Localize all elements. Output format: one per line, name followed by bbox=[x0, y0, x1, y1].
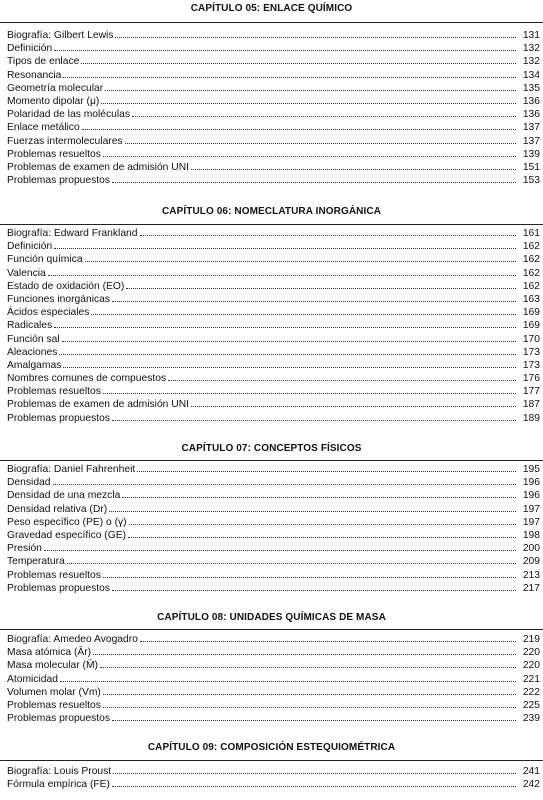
dot-leader bbox=[62, 332, 516, 342]
entry-title: Masa molecular (M̄) bbox=[7, 660, 98, 672]
chapter-divider bbox=[0, 224, 543, 225]
entry-page-number: 136 bbox=[522, 95, 540, 107]
toc-entry bbox=[0, 541, 543, 554]
chapter-title: CAPÍTULO 08: UNIDADES QUÍMICAS DE MASA bbox=[157, 612, 386, 623]
toc-entry bbox=[0, 384, 543, 397]
toc-entry bbox=[0, 81, 543, 94]
entry-title: Biografía: Amedeo Avogadro bbox=[7, 634, 138, 645]
toc-entry bbox=[0, 239, 543, 252]
dot-leader bbox=[128, 528, 516, 538]
dot-leader bbox=[103, 568, 516, 578]
dot-leader bbox=[112, 173, 516, 183]
dot-leader bbox=[100, 658, 516, 668]
entry-title: Ácidos especiales bbox=[7, 307, 90, 319]
entry-title: Enlace metálico bbox=[7, 122, 80, 134]
chapter-08-entries bbox=[0, 632, 543, 724]
entry-page-number: 221 bbox=[522, 673, 540, 685]
entry-title: Definición bbox=[7, 43, 53, 55]
entry-title: Estado de oxidación (EO) bbox=[7, 280, 125, 292]
entry-title: Polaridad de las moléculas bbox=[7, 109, 131, 121]
entry-page-number: 219 bbox=[522, 634, 540, 645]
toc-entry bbox=[0, 332, 543, 345]
entry-page-number: 163 bbox=[522, 293, 540, 305]
entry-title: Geometría molecular bbox=[7, 82, 104, 94]
toc-entry bbox=[0, 173, 543, 186]
toc-entry bbox=[0, 554, 543, 567]
entry-title: Problemas resueltos bbox=[7, 699, 101, 711]
toc-entry bbox=[0, 68, 543, 81]
dot-leader bbox=[54, 239, 516, 249]
toc-entry bbox=[0, 411, 543, 424]
entry-page-number: 173 bbox=[522, 359, 540, 371]
dot-leader bbox=[53, 475, 516, 485]
entry-page-number: 153 bbox=[522, 175, 540, 187]
entry-page-number: 162 bbox=[522, 267, 540, 279]
dot-leader bbox=[126, 279, 516, 289]
entry-page-number: 169 bbox=[522, 307, 540, 319]
entry-page-number: 162 bbox=[522, 254, 540, 266]
entry-title: Función sal bbox=[7, 333, 60, 345]
dot-leader bbox=[54, 41, 516, 51]
toc-entry bbox=[0, 134, 543, 147]
toc-entry bbox=[0, 107, 543, 120]
entry-page-number: 177 bbox=[522, 386, 540, 398]
chapter-title: CAPÍTULO 09: COMPOSICIÓN ESTEQUIOMÉTRICA bbox=[147, 742, 396, 753]
entry-page-number: 197 bbox=[522, 516, 540, 528]
entry-title: Problemas de examen de admisión UNI bbox=[7, 161, 190, 173]
entry-title: Aleaciones bbox=[7, 346, 58, 358]
toc-entry bbox=[0, 698, 543, 711]
chapter-05-entries bbox=[0, 28, 543, 186]
dot-leader bbox=[85, 252, 516, 262]
entry-page-number: 225 bbox=[522, 699, 540, 711]
entry-title: Funciones inorgánicas bbox=[7, 293, 111, 305]
entry-page-number: 136 bbox=[522, 109, 540, 121]
entry-page-number: 241 bbox=[522, 766, 540, 777]
dot-leader bbox=[140, 226, 517, 236]
toc-entry bbox=[0, 711, 543, 724]
dot-leader bbox=[82, 120, 516, 130]
entry-page-number: 200 bbox=[522, 543, 540, 555]
dot-leader bbox=[63, 358, 516, 368]
entry-title: Problemas propuestos bbox=[7, 713, 111, 725]
toc-entry bbox=[0, 252, 543, 265]
entry-page-number: 198 bbox=[522, 529, 540, 541]
toc-entry bbox=[0, 632, 543, 645]
entry-title: Definición bbox=[7, 241, 53, 253]
dot-leader bbox=[54, 318, 516, 328]
toc-entry bbox=[0, 120, 543, 133]
entry-page-number: 187 bbox=[522, 399, 540, 411]
entry-title: Biografía: Louis Proust bbox=[7, 766, 112, 777]
entry-title: Masa atómica (Ār) bbox=[7, 647, 92, 659]
dot-leader bbox=[109, 502, 516, 512]
dot-leader bbox=[191, 397, 516, 407]
entry-page-number: 222 bbox=[522, 686, 540, 698]
dot-leader bbox=[112, 581, 516, 591]
entry-title: Problemas propuestos bbox=[7, 582, 111, 594]
entry-title: Radicales bbox=[7, 320, 53, 332]
dot-leader bbox=[63, 68, 516, 78]
dot-leader bbox=[140, 632, 516, 642]
entry-title: Densidad relativa (Dr) bbox=[7, 503, 108, 515]
dot-leader bbox=[191, 160, 516, 170]
entry-page-number: 242 bbox=[522, 779, 540, 791]
dot-leader bbox=[132, 107, 516, 117]
toc-entry bbox=[0, 147, 543, 160]
chapter-09 bbox=[0, 741, 543, 755]
entry-title: Peso específico (PE) o (γ) bbox=[7, 516, 127, 528]
toc-entry bbox=[0, 292, 543, 305]
entry-title: Densidad de una mezcla bbox=[7, 490, 121, 502]
entry-title: Volumen molar (Vm) bbox=[7, 686, 101, 698]
dot-leader bbox=[44, 541, 516, 551]
dot-leader bbox=[112, 777, 516, 787]
chapter-05 bbox=[0, 2, 543, 16]
toc-entry bbox=[0, 266, 543, 279]
entry-title: Nombres comunes de compuestos bbox=[7, 373, 167, 385]
dot-leader bbox=[67, 554, 516, 564]
toc-entry bbox=[0, 777, 543, 790]
chapter-07-entries bbox=[0, 462, 543, 594]
chapter-06-entries bbox=[0, 226, 543, 424]
chapter-09-entries bbox=[0, 764, 543, 790]
entry-page-number: 220 bbox=[522, 647, 540, 659]
chapter-divider bbox=[0, 22, 543, 23]
toc-entry bbox=[0, 41, 543, 54]
entry-page-number: 195 bbox=[522, 464, 540, 475]
entry-page-number: 209 bbox=[522, 556, 540, 568]
entry-page-number: 151 bbox=[522, 161, 540, 173]
entry-page-number: 132 bbox=[522, 43, 540, 55]
dot-leader bbox=[112, 411, 516, 421]
dot-leader bbox=[137, 462, 516, 472]
toc-entry bbox=[0, 397, 543, 410]
toc-entry bbox=[0, 764, 543, 777]
toc-entry bbox=[0, 279, 543, 292]
entry-title: Fórmula empírica (FE) bbox=[7, 779, 110, 791]
entry-title: Problemas propuestos bbox=[7, 175, 111, 187]
dot-leader bbox=[103, 147, 516, 157]
entry-page-number: 135 bbox=[522, 82, 540, 94]
entry-title: Problemas resueltos bbox=[7, 386, 101, 398]
chapter-divider bbox=[0, 460, 543, 461]
dot-leader bbox=[112, 292, 516, 302]
toc-entry bbox=[0, 226, 543, 239]
entry-title: Biografía: Edward Frankland bbox=[7, 228, 138, 239]
entry-page-number: 131 bbox=[522, 30, 540, 41]
entry-page-number: 220 bbox=[522, 660, 540, 672]
dot-leader bbox=[91, 305, 516, 315]
entry-title: Densidad bbox=[7, 477, 51, 489]
entry-page-number: 132 bbox=[522, 56, 540, 68]
dot-leader bbox=[105, 81, 516, 91]
entry-page-number: 176 bbox=[522, 373, 540, 385]
toc-entry bbox=[0, 305, 543, 318]
entry-page-number: 173 bbox=[522, 346, 540, 358]
dot-leader bbox=[81, 54, 516, 64]
entry-title: Momento dipolar (μ) bbox=[7, 95, 100, 107]
toc-entry bbox=[0, 488, 543, 501]
entry-title: Gravedad específico (GE) bbox=[7, 529, 127, 541]
chapter-title: CAPÍTULO 07: CONCEPTOS FÍSICOS bbox=[181, 443, 362, 454]
dot-leader bbox=[168, 371, 516, 381]
entry-page-number: 196 bbox=[522, 477, 540, 489]
toc-entry bbox=[0, 54, 543, 67]
dot-leader bbox=[122, 488, 516, 498]
chapter-06 bbox=[0, 205, 543, 219]
entry-title: Resonancia bbox=[7, 69, 62, 81]
chapter-divider bbox=[0, 760, 543, 761]
dot-leader bbox=[101, 94, 516, 104]
toc-entry bbox=[0, 160, 543, 173]
toc-entry bbox=[0, 568, 543, 581]
toc-entry bbox=[0, 515, 543, 528]
dot-leader bbox=[113, 764, 516, 774]
entry-page-number: 169 bbox=[522, 320, 540, 332]
chapter-title: CAPÍTULO 06: NOMECLATURA INORGÁNICA bbox=[161, 206, 382, 217]
entry-page-number: 189 bbox=[522, 412, 540, 424]
dot-leader bbox=[115, 28, 516, 38]
entry-title: Fuerzas intermoleculares bbox=[7, 135, 123, 147]
toc-entry bbox=[0, 345, 543, 358]
entry-title: Amalgamas bbox=[7, 359, 62, 371]
chapter-title: CAPÍTULO 05: ENLACE QUÍMICO bbox=[190, 3, 353, 14]
entry-title: Problemas propuestos bbox=[7, 412, 111, 424]
entry-page-number: 197 bbox=[522, 503, 540, 515]
entry-title: Problemas de examen de admisión UNI bbox=[7, 399, 190, 411]
dot-leader bbox=[60, 672, 516, 682]
toc-entry bbox=[0, 358, 543, 371]
dot-leader bbox=[103, 685, 516, 695]
entry-title: Función química bbox=[7, 254, 83, 266]
entry-page-number: 137 bbox=[522, 135, 540, 147]
dot-leader bbox=[125, 134, 516, 144]
dot-leader bbox=[129, 515, 516, 525]
toc-entry bbox=[0, 475, 543, 488]
entry-page-number: 162 bbox=[522, 280, 540, 292]
entry-page-number: 170 bbox=[522, 333, 540, 345]
toc-entry bbox=[0, 658, 543, 671]
dot-leader bbox=[59, 345, 516, 355]
entry-title: Valencia bbox=[7, 267, 46, 279]
entry-page-number: 217 bbox=[522, 582, 540, 594]
dot-leader bbox=[103, 384, 516, 394]
toc-entry bbox=[0, 502, 543, 515]
entry-title: Problemas resueltos bbox=[7, 569, 101, 581]
toc-entry bbox=[0, 94, 543, 107]
dot-leader bbox=[93, 645, 516, 655]
chapter-divider bbox=[0, 629, 543, 630]
chapter-07 bbox=[0, 442, 543, 456]
entry-page-number: 213 bbox=[522, 569, 540, 581]
entry-title: Temperatura bbox=[7, 556, 65, 568]
entry-page-number: 196 bbox=[522, 490, 540, 502]
entry-title: Biografía: Gilbert Lewis bbox=[7, 30, 114, 41]
entry-page-number: 161 bbox=[522, 228, 540, 239]
entry-title: Tipos de enlace bbox=[7, 56, 80, 68]
entry-title: Biografía: Daniel Fahrenheit bbox=[7, 464, 136, 475]
toc-entry bbox=[0, 462, 543, 475]
dot-leader bbox=[48, 266, 516, 276]
entry-page-number: 239 bbox=[522, 713, 540, 725]
dot-leader bbox=[103, 698, 516, 708]
toc-entry bbox=[0, 28, 543, 41]
entry-page-number: 162 bbox=[522, 241, 540, 253]
toc-entry bbox=[0, 645, 543, 658]
entry-title: Atomicidad bbox=[7, 673, 58, 685]
toc-entry bbox=[0, 371, 543, 384]
chapter-08 bbox=[0, 611, 543, 625]
entry-page-number: 134 bbox=[522, 69, 540, 81]
toc-entry bbox=[0, 672, 543, 685]
toc-entry bbox=[0, 528, 543, 541]
entry-title: Problemas resueltos bbox=[7, 148, 101, 160]
dot-leader bbox=[112, 711, 516, 721]
entry-title: Presión bbox=[7, 543, 42, 555]
toc-entry bbox=[0, 318, 543, 331]
toc-entry bbox=[0, 685, 543, 698]
entry-page-number: 137 bbox=[522, 122, 540, 134]
toc-entry bbox=[0, 581, 543, 594]
entry-page-number: 139 bbox=[522, 148, 540, 160]
